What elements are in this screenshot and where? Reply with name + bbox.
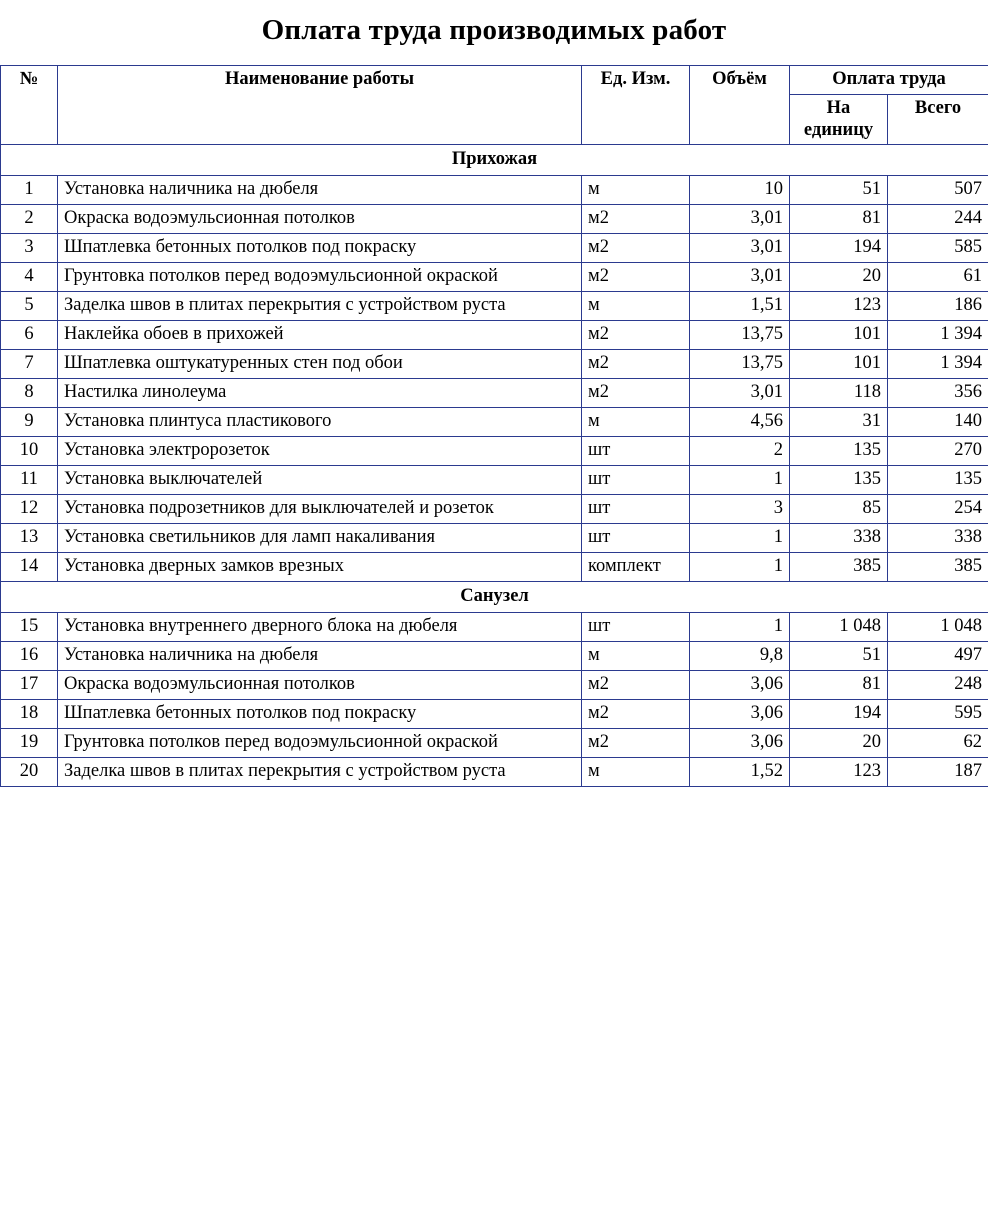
cell-unit: шт [582,495,690,524]
cell-total: 62 [888,729,988,758]
table-row [1,176,988,205]
column-header-volume: Объём [690,66,790,145]
cell-per-unit: 81 [790,205,888,234]
cell-number: 2 [1,205,58,234]
cell-work-name: Установка подрозетников для выключателей и розеток [58,495,582,524]
cell-work-name: Грунтовка потолков перед водоэмульсионной окраской [58,263,582,292]
cell-unit: шт [582,466,690,495]
cell-total: 187 [888,758,988,787]
cell-number: 19 [1,729,58,758]
cell-per-unit: 118 [790,379,888,408]
cell-volume: 3,06 [690,700,790,729]
cell-number: 6 [1,321,58,350]
cell-unit: м2 [582,729,690,758]
column-header-number: № [1,66,58,145]
cell-total: 270 [888,437,988,466]
cell-volume: 1 [690,613,790,642]
cell-per-unit: 338 [790,524,888,553]
cell-volume: 4,56 [690,408,790,437]
cell-work-name: Установка внутреннего дверного блока на дюбеля [58,613,582,642]
cell-unit: м2 [582,321,690,350]
cell-per-unit: 194 [790,234,888,263]
cell-unit: шт [582,613,690,642]
table-row [1,234,988,263]
cell-work-name: Окраска водоэмульсионная потолков [58,205,582,234]
cell-unit: м2 [582,671,690,700]
table-row [1,524,988,553]
table-row [1,379,988,408]
cell-volume: 1 [690,553,790,582]
table-row [1,350,988,379]
cell-unit: м2 [582,205,690,234]
cell-total: 585 [888,234,988,263]
table-row [1,321,988,350]
section-row [1,145,988,176]
cell-total: 507 [888,176,988,205]
cell-total: 385 [888,553,988,582]
cell-per-unit: 101 [790,350,888,379]
cell-total: 595 [888,700,988,729]
table-row [1,729,988,758]
cell-number: 20 [1,758,58,787]
cell-unit: м [582,642,690,671]
table-row [1,553,988,582]
cell-total: 356 [888,379,988,408]
cell-volume: 3,01 [690,263,790,292]
cell-number: 10 [1,437,58,466]
cell-work-name: Установка наличника на дюбеля [58,642,582,671]
cell-per-unit: 20 [790,729,888,758]
cell-work-name: Установка электророзеток [58,437,582,466]
cell-volume: 3,01 [690,379,790,408]
section-row [1,582,988,613]
cell-total: 186 [888,292,988,321]
cell-number: 16 [1,642,58,671]
table-row [1,671,988,700]
cell-total: 61 [888,263,988,292]
cell-number: 3 [1,234,58,263]
cell-unit: комплект [582,553,690,582]
cell-work-name: Установка светильников для ламп накаливания [58,524,582,553]
cell-unit: м2 [582,350,690,379]
cell-total: 248 [888,671,988,700]
table-row [1,758,988,787]
cell-number: 1 [1,176,58,205]
column-header-work-name: Наименование работы [58,66,582,145]
cell-number: 9 [1,408,58,437]
cell-work-name: Шпатлевка бетонных потолков под покраску [58,234,582,263]
cell-total: 1 048 [888,613,988,642]
cell-work-name: Заделка швов в плитах перекрытия с устройством руста [58,292,582,321]
cell-volume: 3,01 [690,234,790,263]
cell-number: 14 [1,553,58,582]
cell-total: 254 [888,495,988,524]
cell-number: 12 [1,495,58,524]
cell-work-name: Наклейка обоев в прихожей [58,321,582,350]
table-row [1,205,988,234]
cell-per-unit: 85 [790,495,888,524]
cell-volume: 2 [690,437,790,466]
table-row [1,466,988,495]
cell-per-unit: 135 [790,466,888,495]
table-row [1,642,988,671]
cell-total: 338 [888,524,988,553]
cell-work-name: Заделка швов в плитах перекрытия с устройством руста [58,758,582,787]
cell-unit: шт [582,437,690,466]
cell-work-name: Установка плинтуса пластикового [58,408,582,437]
cell-per-unit: 385 [790,553,888,582]
cell-unit: м [582,758,690,787]
page-title: Оплата труда производимых работ [0,14,988,47]
table-row [1,437,988,466]
cell-per-unit: 81 [790,671,888,700]
cell-total: 140 [888,408,988,437]
table-row [1,263,988,292]
column-header-payment-group: Оплата труда [790,66,988,95]
cell-total: 497 [888,642,988,671]
cell-total: 1 394 [888,350,988,379]
cell-work-name: Шпатлевка бетонных потолков под покраску [58,700,582,729]
cell-work-name: Настилка линолеума [58,379,582,408]
cell-work-name: Окраска водоэмульсионная потолков [58,671,582,700]
table-row [1,495,988,524]
cell-volume: 1 [690,524,790,553]
cell-volume: 10 [690,176,790,205]
cell-number: 8 [1,379,58,408]
cell-work-name: Установка выключателей [58,466,582,495]
cell-number: 4 [1,263,58,292]
cell-work-name: Шпатлевка оштукатуренных стен под обои [58,350,582,379]
cell-per-unit: 31 [790,408,888,437]
cell-per-unit: 123 [790,292,888,321]
cell-number: 13 [1,524,58,553]
cell-unit: м [582,292,690,321]
cell-volume: 13,75 [690,350,790,379]
cell-number: 18 [1,700,58,729]
cell-per-unit: 20 [790,263,888,292]
document-page [0,14,988,787]
table-body [1,145,988,787]
cell-volume: 3 [690,495,790,524]
table-header [1,66,988,145]
table-row [1,700,988,729]
section-title: Санузел [1,582,988,613]
cell-volume: 1,51 [690,292,790,321]
cell-number: 15 [1,613,58,642]
cell-per-unit: 101 [790,321,888,350]
cell-total: 244 [888,205,988,234]
cell-unit: шт [582,524,690,553]
cell-volume: 1 [690,466,790,495]
cell-volume: 13,75 [690,321,790,350]
cell-unit: м2 [582,700,690,729]
cell-number: 11 [1,466,58,495]
cell-per-unit: 123 [790,758,888,787]
cell-per-unit: 51 [790,176,888,205]
cell-per-unit: 51 [790,642,888,671]
cell-volume: 1,52 [690,758,790,787]
section-title: Прихожая [1,145,988,176]
column-header-per-unit: На единицу [790,94,888,145]
cell-number: 17 [1,671,58,700]
cell-total: 135 [888,466,988,495]
cell-volume: 3,06 [690,671,790,700]
cell-per-unit: 194 [790,700,888,729]
cell-unit: м [582,176,690,205]
work-payment-table [0,65,988,787]
table-row [1,408,988,437]
cell-unit: м [582,408,690,437]
cell-volume: 9,8 [690,642,790,671]
column-header-unit: Ед. Изм. [582,66,690,145]
column-header-total: Всего [888,94,988,145]
cell-work-name: Установка наличника на дюбеля [58,176,582,205]
cell-total: 1 394 [888,321,988,350]
cell-work-name: Установка дверных замков врезных [58,553,582,582]
cell-unit: м2 [582,263,690,292]
cell-number: 5 [1,292,58,321]
table-row [1,292,988,321]
cell-number: 7 [1,350,58,379]
table-row [1,613,988,642]
cell-per-unit: 135 [790,437,888,466]
cell-unit: м2 [582,379,690,408]
cell-unit: м2 [582,234,690,263]
cell-volume: 3,01 [690,205,790,234]
cell-per-unit: 1 048 [790,613,888,642]
cell-volume: 3,06 [690,729,790,758]
cell-work-name: Грунтовка потолков перед водоэмульсионной окраской [58,729,582,758]
